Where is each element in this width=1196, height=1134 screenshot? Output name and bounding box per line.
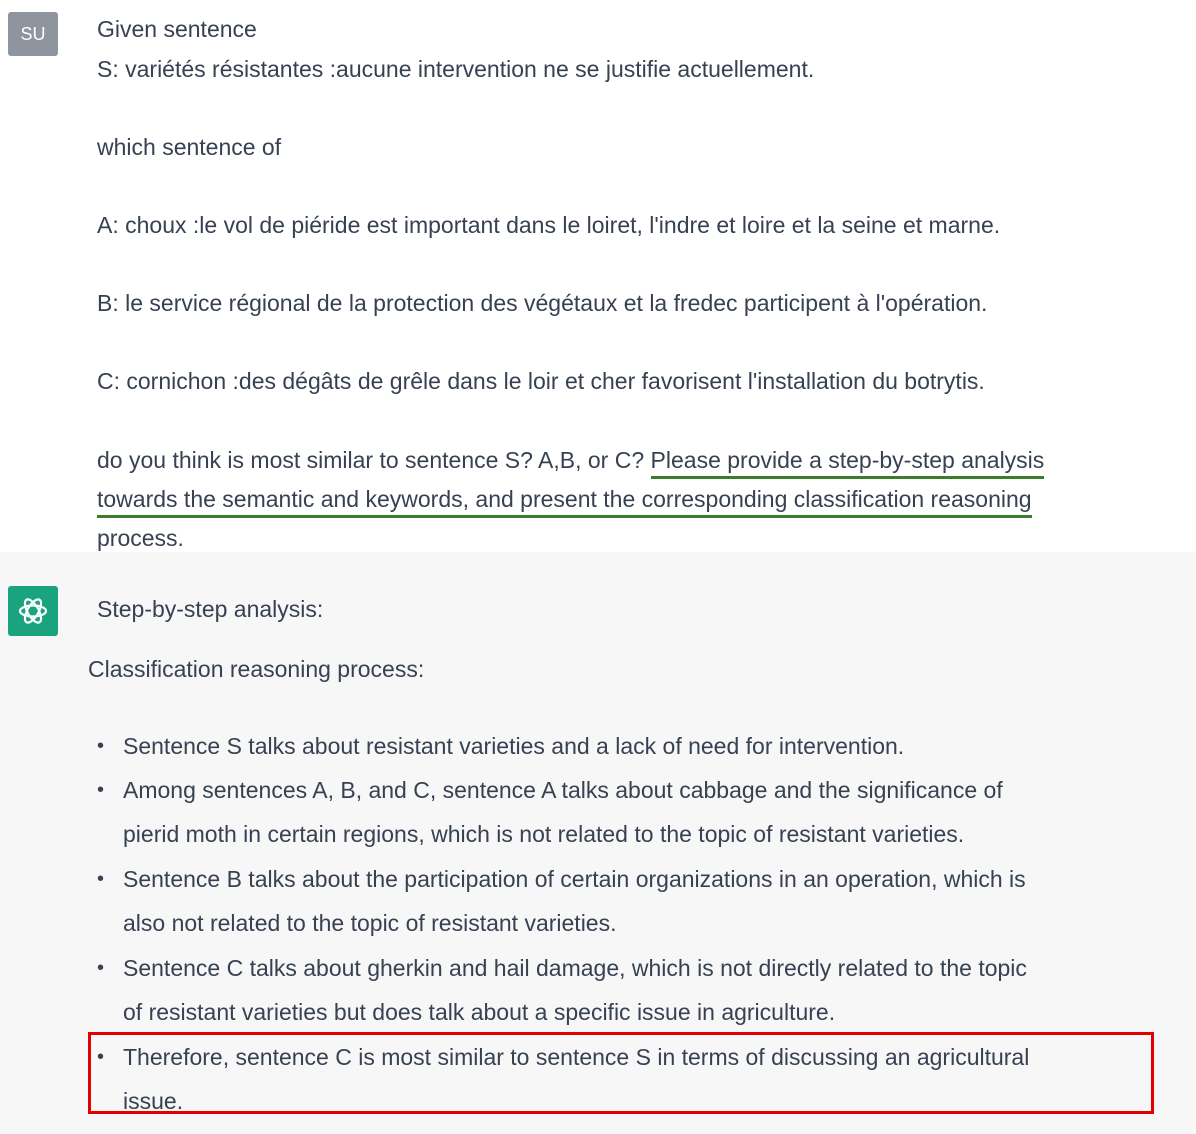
- list-item-text: of resistant varieties but does talk about a specific issue in agriculture.: [123, 999, 836, 1025]
- list-item: [97, 857, 1153, 945]
- openai-logo-icon: [8, 586, 58, 636]
- list-item-text: pierid moth in certain regions, which is not related to the topic of resistant varieties.: [123, 821, 965, 847]
- user-line-text: do you think is most similar to sentence S? A,B, or C?: [97, 447, 651, 473]
- list-item-text: Sentence S talks about resistant varieties and a lack of need for intervention.: [123, 733, 905, 759]
- list-item-text: Among sentences A, B, and C, sentence A talks about cabbage and the significance of: [123, 777, 1003, 803]
- list-item-text: Sentence B talks about the participation of certain organizations in an operation, which is: [123, 866, 1026, 892]
- user-line: S: variétés résistantes :aucune intervention ne se justifie actuellement.: [97, 56, 815, 82]
- bullet-dot-icon: •: [97, 868, 105, 890]
- bullet-dot-icon: •: [97, 779, 105, 801]
- highlighted-instruction: towards the semantic and keywords, and present the corresponding classification reasoning: [97, 487, 1032, 518]
- assistant-subheading: Classification reasoning process:: [88, 656, 425, 682]
- list-item: [97, 768, 1153, 856]
- user-line: [97, 486, 1032, 518]
- user-line: B: le service régional de la protection des végétaux et la fredec participent à l'opération.: [97, 290, 988, 316]
- user-line: A: choux :le vol de piéride est important dans le loiret, l'indre et loire et la seine et marne.: [97, 212, 1001, 238]
- user-line: [97, 447, 1044, 479]
- list-item: [97, 946, 1153, 1034]
- highlighted-instruction: process.: [97, 526, 184, 557]
- list-item-text: Sentence C talks about gherkin and hail damage, which is not directly related to the topic: [123, 955, 1027, 981]
- conclusion-highlight-box: [88, 1032, 1154, 1114]
- user-line: which sentence of: [97, 134, 282, 160]
- highlighted-instruction: Please provide a step-by-step analysis: [651, 448, 1045, 479]
- user-avatar: SU: [8, 12, 58, 56]
- list-item-text: also not related to the topic of resistant varieties.: [123, 910, 617, 936]
- user-line: Given sentence: [97, 16, 257, 42]
- assistant-heading: Step-by-step analysis:: [97, 596, 324, 622]
- list-item-text: Therefore, sentence C is most similar to sentence S in terms of discussing an agricultural: [123, 1044, 1030, 1070]
- openai-logo-glyph: [16, 594, 50, 628]
- list-item-text: issue.: [123, 1088, 184, 1114]
- list-item: [97, 724, 1153, 768]
- user-line: C: cornichon :des dégâts de grêle dans le loir et cher favorisent l'installation du botrytis.: [97, 368, 985, 394]
- user-message: [0, 0, 1196, 552]
- bullet-dot-icon: •: [97, 957, 105, 979]
- bullet-dot-icon: •: [97, 735, 105, 757]
- bullet-dot-icon: •: [97, 1046, 105, 1068]
